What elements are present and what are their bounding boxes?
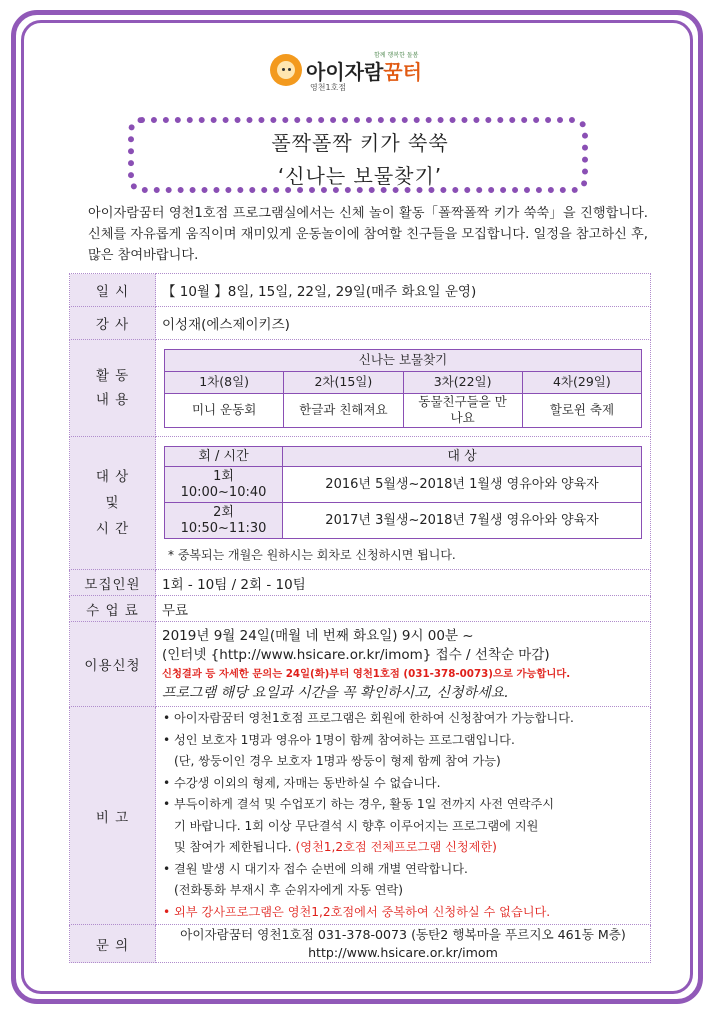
col-time-header: 회 / 시간	[165, 447, 283, 467]
remark-item: • 아이자람꿈터 영천1호점 프로그램은 회원에 한하여 신청참여가 가능합니다.	[160, 708, 646, 730]
remark-item: • 부득이하게 결석 및 수업포기 하는 경우, 활동 1일 전까지 사전 연락주시	[160, 794, 646, 816]
row-contact	[70, 925, 651, 963]
col-target-header: 대 상	[283, 447, 642, 467]
slot-target: 2016년 5월생~2018년 1월생 영유아와 양육자	[283, 467, 642, 503]
value-capacity: 1회 - 10팀 / 2회 - 10팀	[156, 570, 651, 596]
activity-round: 3차(22일)	[403, 371, 522, 393]
apply-method: (인터넷 {http://www.hsicare.or.kr/imom} 접수 / 선착순 마감)	[162, 647, 550, 663]
label-target: 대 상 및 시 간	[70, 437, 156, 570]
slot-time: 1회 10:00~10:40	[165, 467, 283, 503]
remark-item: • 수강생 이외의 형제, 자매는 동반하실 수 없습니다.	[160, 773, 646, 795]
brand-logo	[270, 50, 460, 100]
row-fee	[70, 596, 651, 622]
contact-url[interactable]: http://www.hsicare.or.kr/imom	[308, 944, 498, 960]
activity-content: 할로윈 축제	[522, 393, 641, 427]
intro-paragraph: 아이자람꿈터 영천1호점 프로그램실에서는 신체 놀이 활동「폴짝폴짝 키가 쑥쑥」을 진행합니다. 신체를 자유롭게 움직이며 재미있게 운동놀이에 참여할 친구들을 모집합니다. 일정을 참고하신 후, 많은 참여바랍니다.	[88, 206, 648, 263]
contact-info: 아이자람꿈터 영천1호점 031-378-0073 (동탄2 행복마을 푸르지오 461동 M층)	[180, 926, 626, 942]
remark-item: • 성인 보호자 1명과 영유아 1명이 함께 참여하는 프로그램입니다.	[160, 730, 646, 752]
activity-schedule-table	[164, 349, 642, 428]
activity-content: 미니 운동회	[165, 393, 284, 427]
activity-header: 신나는 보물찾기	[165, 349, 642, 371]
apply-reminder: 프로그램 해당 요일과 시간을 꼭 확인하시고, 신청하세요.	[162, 685, 509, 701]
row-target	[70, 437, 651, 570]
activity-round: 4차(29일)	[522, 371, 641, 393]
slot-time: 2회 10:50~11:30	[165, 503, 283, 539]
activity-round: 2차(15일)	[284, 371, 403, 393]
target-note: * 중복되는 개월은 원하시는 회차로 신청하시면 됩니다.	[168, 548, 456, 562]
title-line-2: ‘신나는 보물찾기’	[277, 164, 443, 188]
logo-face-icon	[270, 54, 302, 86]
label-activity: 활 동 내 용	[70, 340, 156, 437]
label-capacity: 모집인원	[70, 570, 156, 596]
row-date	[70, 274, 651, 307]
remark-subtext: 기 바랍니다. 1회 이상 무단결석 시 향후 이루어지는 프로그램에 지원	[174, 818, 539, 833]
row-activity	[70, 340, 651, 437]
slot-target: 2017년 3월생~2018년 7월생 영유아와 양육자	[283, 503, 642, 539]
value-fee: 무료	[156, 596, 651, 622]
row-remarks	[70, 707, 651, 925]
value-teacher: 이성재(에스제이키즈)	[156, 307, 651, 340]
remark-subtext: (전화통화 부재시 후 순위자에게 자동 연락)	[174, 883, 404, 897]
label-teacher: 강 사	[70, 307, 156, 340]
row-teacher	[70, 307, 651, 340]
label-fee: 수 업 료	[70, 596, 156, 622]
remark-subtext: 및 참여가 제한됩니다. (영천1,2호점 전체프로그램 신청제한)	[174, 840, 497, 854]
label-remarks: 비 고	[70, 707, 156, 925]
activity-content: 한글과 친해져요	[284, 393, 403, 427]
remark-subtext: (단, 쌍둥이인 경우 보호자 1명과 쌍둥이 형제 함께 참여 가능)	[174, 754, 501, 768]
target-time-table	[164, 446, 642, 539]
logo-tagline: 함께 행복한 돌봄	[374, 52, 419, 59]
title-line-1: 폴짝폴짝 키가 쑥쑥	[271, 131, 449, 155]
apply-period: 2019년 9월 24일(매월 네 번째 화요일) 9시 00분 ~	[162, 628, 474, 644]
label-contact: 문 의	[70, 925, 156, 963]
value-date: 【 10월 】8일, 15일, 22일, 29일(매주 화요일 운영)	[156, 274, 651, 307]
activity-round: 1차(8일)	[165, 371, 284, 393]
label-date: 일 시	[70, 274, 156, 307]
remarks-list	[160, 708, 646, 923]
remark-item-warning: • 외부 강사프로그램은 영천1,2호점에서 중복하여 신청하실 수 없습니다.	[160, 902, 646, 924]
logo-branch: 영천1호점	[310, 83, 347, 92]
remark-item: • 결원 발생 시 대기자 접수 순번에 의해 개별 연락합니다.	[160, 859, 646, 881]
label-apply: 이용신청	[70, 622, 156, 707]
activity-content: 동물친구들을 만나요	[403, 393, 522, 427]
logo-name: 아이자람꿈터	[306, 60, 422, 84]
row-capacity	[70, 570, 651, 596]
program-info-table	[69, 273, 651, 963]
apply-inquiry-note: 신청결과 등 자세한 문의는 24일(화)부터 영천1호점 (031-378-0073)으로 가능합니다.	[162, 668, 571, 680]
row-apply	[70, 622, 651, 707]
